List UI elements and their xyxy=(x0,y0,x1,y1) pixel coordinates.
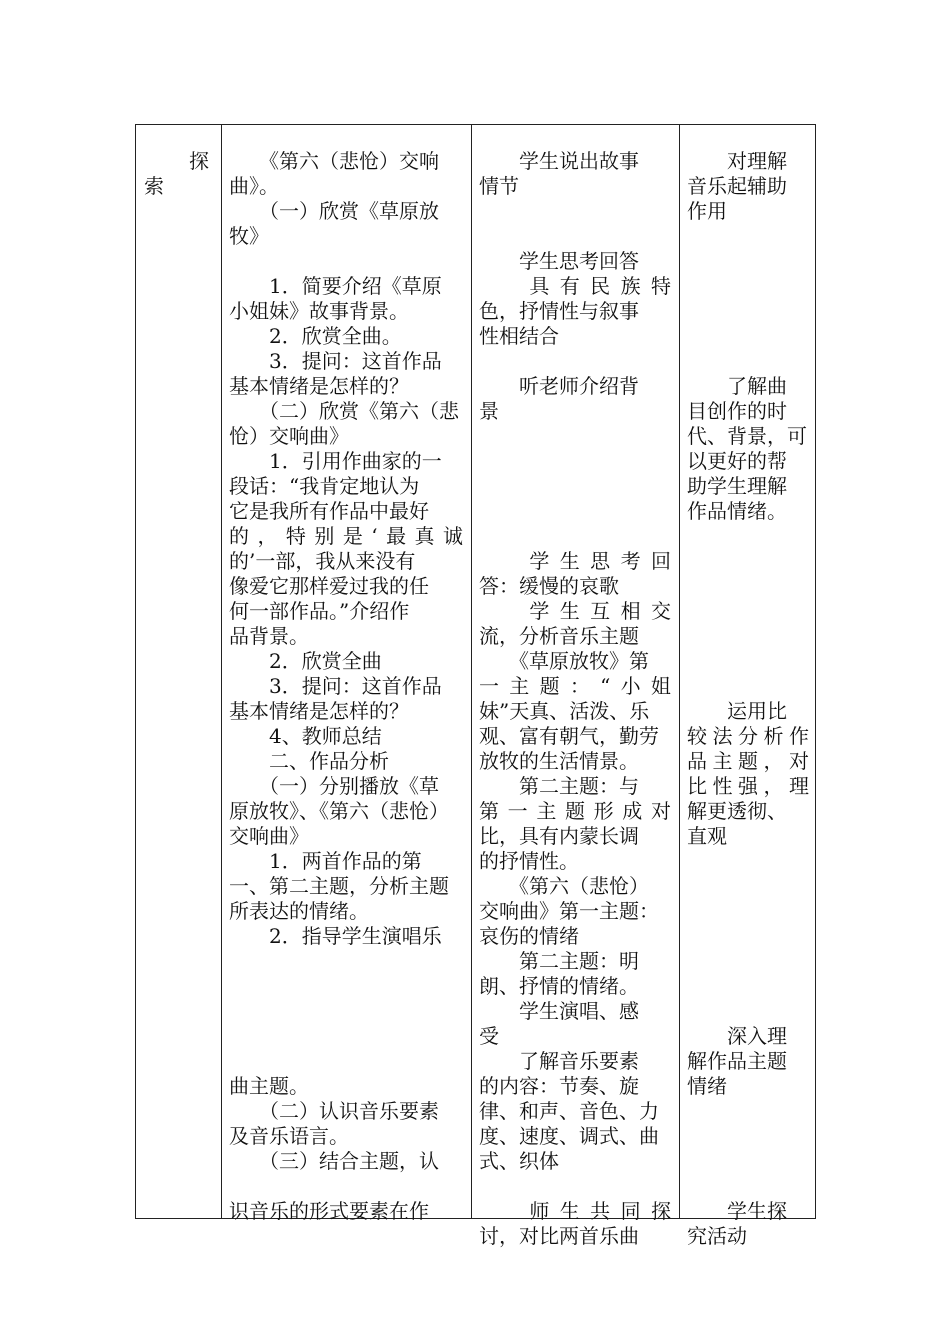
text-line: 助学生理解 xyxy=(687,474,787,498)
text-line: 《第六（悲怆）交响 xyxy=(229,149,439,173)
text-line: 基本情绪是怎样的？ xyxy=(229,374,409,398)
text-line: 解作品主题 xyxy=(687,1049,787,1073)
text-line: 小姐妹》故事背景。 xyxy=(229,299,409,323)
text-line: 朗、抒情的情绪。 xyxy=(479,974,639,998)
text-line: 景 xyxy=(479,399,499,423)
text-line: 音乐起辅助 xyxy=(687,174,787,198)
text-line: 深入理 xyxy=(687,1024,787,1048)
text-line: 所表达的情绪。 xyxy=(229,899,369,923)
text-line: 妹”天真、活泼、乐 xyxy=(479,699,650,723)
text-line: 怆）交响曲》 xyxy=(229,424,349,448)
text-line: 1．两首作品的第 xyxy=(229,849,422,873)
text-line: 解更透彻、 xyxy=(687,799,787,823)
text-line: 曲主题。 xyxy=(229,1074,309,1098)
text-line: 学生演唱、感 xyxy=(479,999,639,1023)
text-line: 情绪 xyxy=(687,1074,727,1098)
text-line: 的 ， 特 别 是 ‘ 最 真 诚 xyxy=(229,524,463,548)
text-line: 学 生 思 考 回 xyxy=(529,549,671,573)
text-line: 《草原放牧》第 xyxy=(479,649,649,673)
text-line: 学生探 xyxy=(687,1199,787,1223)
text-line: 交响曲》第一主题： xyxy=(479,899,659,923)
text-line: 它是我所有作品中最好 xyxy=(229,499,429,523)
text-line: 第 一 主 题 形 成 对 xyxy=(479,799,671,823)
text-line: 学生说出故事 xyxy=(479,149,639,173)
text-line: 学 生 互 相 交 xyxy=(529,599,671,623)
text-line: 代、背景，可 xyxy=(687,424,807,448)
text-line: 较 法 分 析 作 xyxy=(687,724,809,748)
text-line: 及音乐语言。 xyxy=(229,1124,349,1148)
text-line: 2．指导学生演唱乐 xyxy=(229,924,442,948)
text-line: 比，具有内蒙长调 xyxy=(479,824,639,848)
text-line: 3．提问：这首作品 xyxy=(229,349,442,373)
text-line: 性相结合 xyxy=(479,324,559,348)
text-line: 3．提问：这首作品 xyxy=(229,674,442,698)
text-line: 讨，对比两首乐曲 xyxy=(479,1224,639,1248)
text-line: （二）欣赏《第六（悲 xyxy=(229,399,459,423)
text-line: 作用 xyxy=(687,199,727,223)
text-line: （二）认识音乐要素 xyxy=(229,1099,439,1123)
text-line: 放牧的生活情景。 xyxy=(479,749,639,773)
text-line: 式、织体 xyxy=(479,1149,559,1173)
text-line: 观、富有朝气，勤劳 xyxy=(479,724,659,748)
text-line: 交响曲》 xyxy=(229,824,309,848)
text-line: 品背景。 xyxy=(229,624,309,648)
text-line: 究活动 xyxy=(687,1224,747,1248)
text-line: 流，分析音乐主题 xyxy=(479,624,639,648)
text-line: 一 主 题 ： “ 小 姐 xyxy=(479,674,671,698)
text-line: 第二主题：与 xyxy=(479,774,639,798)
text-line: 像爱它那样爱过我的任 xyxy=(229,574,429,598)
text-line: 曲》。 xyxy=(229,174,279,198)
text-line: 色，抒情性与叙事 xyxy=(479,299,639,323)
text-line: 的内容：节奏、旋 xyxy=(479,1074,639,1098)
text-line: 作品情绪。 xyxy=(687,499,787,523)
lesson-plan-table xyxy=(135,124,816,1248)
text-line: 以更好的帮 xyxy=(687,449,787,473)
text-line: 听老师介绍背 xyxy=(479,374,639,398)
text-line: 目创作的时 xyxy=(687,399,787,423)
text-line: 哀伤的情绪 xyxy=(479,924,579,948)
text-line: 牧》 xyxy=(229,224,269,248)
text-line: 学生思考回答 xyxy=(479,249,639,273)
text-line: 律、和声、音色、力 xyxy=(479,1099,659,1123)
text-line: 了解音乐要素 xyxy=(479,1049,639,1073)
text-line: 1．引用作曲家的一 xyxy=(229,449,442,473)
text-line: （一）欣赏《草原放 xyxy=(229,199,439,223)
text-line: 受 xyxy=(479,1024,499,1048)
text-line: 的抒情性。 xyxy=(479,849,579,873)
text-line: （一）分别播放《草 xyxy=(229,774,439,798)
text-line: 4、教师总结 xyxy=(229,724,382,748)
text-line: 原放牧》、《第六（悲怆） xyxy=(229,799,449,823)
stage-cell xyxy=(136,125,221,1218)
text-line: 比 性 强 ， 理 xyxy=(687,774,809,798)
text-line: 具 有 民 族 特 xyxy=(529,274,671,298)
text-line: 品 主 题 ， 对 xyxy=(687,749,809,773)
stage-label-part: 探 xyxy=(189,149,209,173)
text-line: 基本情绪是怎样的？ xyxy=(229,699,409,723)
text-line: 运用比 xyxy=(687,699,787,723)
teacher-activity-cell xyxy=(221,125,471,1223)
text-line: 师 生 共 同 探 xyxy=(529,1199,671,1223)
text-line: 一、第二主题，分析主题 xyxy=(229,874,449,898)
text-line: 《第六（悲怆） xyxy=(479,874,649,898)
text-line: 1．简要介绍《草原 xyxy=(229,274,442,298)
text-line: 对理解 xyxy=(687,149,787,173)
text-line: 情节 xyxy=(479,174,519,198)
student-activity-cell xyxy=(471,125,679,1248)
stage-label-part: 索 xyxy=(144,174,164,198)
design-intent-cell xyxy=(679,125,817,1248)
text-line: 2．欣赏全曲 xyxy=(229,649,382,673)
text-line: 的’一部，我从来没有 xyxy=(229,549,416,573)
text-line: 了解曲 xyxy=(687,374,787,398)
text-line: 直观 xyxy=(687,824,727,848)
text-line: 度、速度、调式、曲 xyxy=(479,1124,659,1148)
text-line: 识音乐的形式要素在作 xyxy=(229,1199,429,1223)
text-line: 2．欣赏全曲。 xyxy=(229,324,402,348)
text-line: 二、作品分析 xyxy=(229,749,389,773)
text-line: 答：缓慢的哀歌 xyxy=(479,574,619,598)
text-line: 第二主题：明 xyxy=(479,949,639,973)
text-line: （三）结合主题，认 xyxy=(229,1149,439,1173)
text-line: 何一部作品。”介绍作 xyxy=(229,599,410,623)
text-line: 段话：“我肯定地认为 xyxy=(229,474,420,498)
